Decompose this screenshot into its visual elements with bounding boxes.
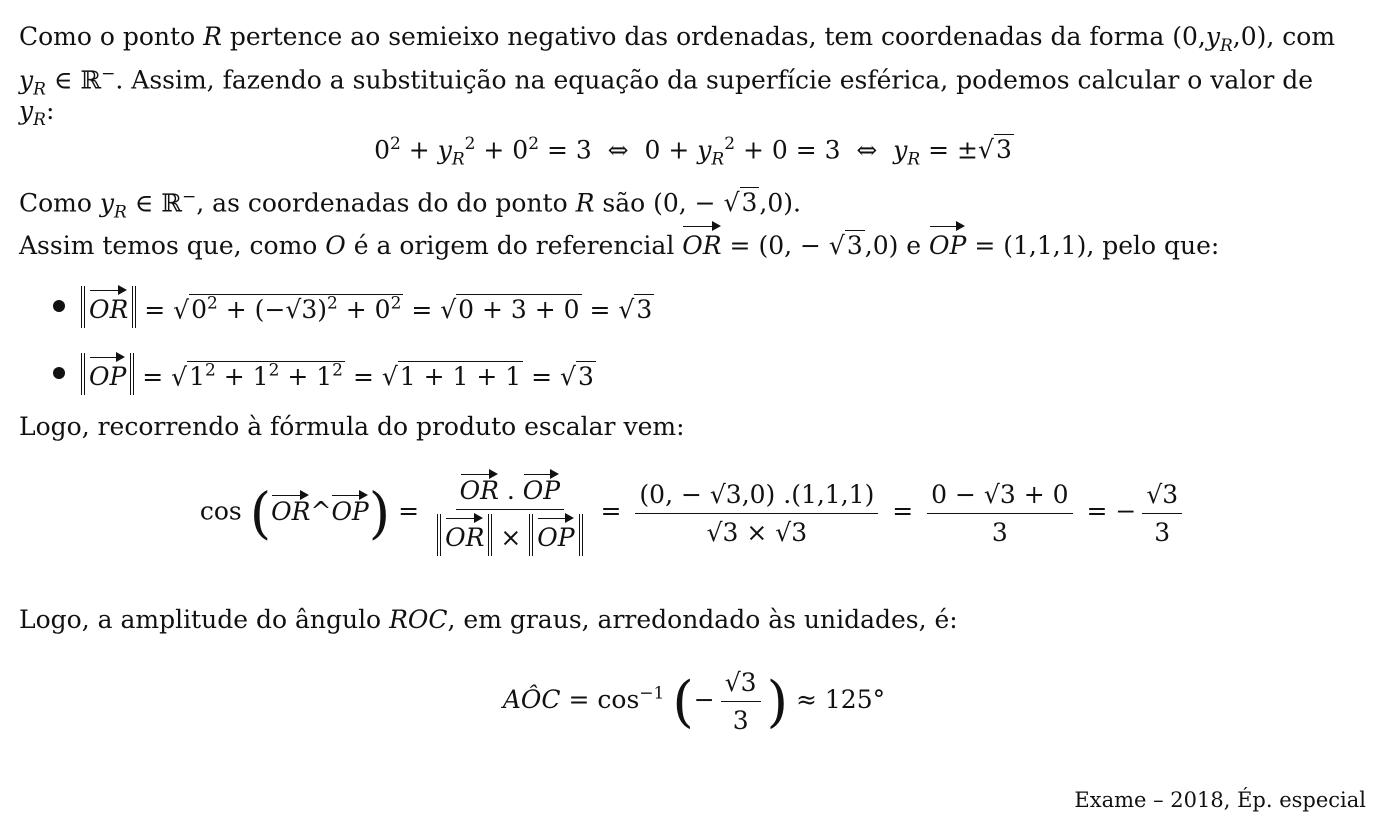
paragraph-line-2: $y_R$ ∈ ℝ−. Assim, fazendo a substituição na equação da superfície esférica, podemos calcular o valor de (19, 64, 1314, 100)
equation-sphere: $0^2 + y_R^2 + 0^2 = 3$ ⇔ $0 + y_R^2 + 0 = 3$ ⇔ $y_R = \pm√3$ (374, 134, 1012, 170)
logo-line-1: Logo, recorrendo à fórmula do produto escalar vem: (19, 412, 685, 441)
logo-line-2: Logo, a amplitude do ângulo ROC, em graus, arredondado às unidades, é: (19, 605, 958, 634)
vectors-line: Assim temos que, como O é a origem do referencial OR = (0, − √3,0) e OP = (1,1,1), pelo que: (19, 222, 1219, 264)
equation-cosine: cos (OR^OP) = $\frac{OR . OP}{OR \times OP}$ = $\frac{(0, - √3,0) .(1,1,1)}{√3 \times √3}$ = $\frac{0 - √3 + 0}{3}$ = − $\frac{√3}{3}$ (19, 470, 1369, 556)
bullet-norm-or: OR = $√0^2 + (-√3)^2 + 0^2 = √0 + 3 + 0 = √3$ (81, 286, 654, 328)
paragraph-line-3: $y_R$: (19, 96, 55, 130)
bullet-norm-op: OP = $√1^2 + 1^2 + 1^2 = √1 + 1 + 1 = √3$ (81, 353, 596, 395)
coords-line: Como $y_R$ ∈ ℝ−, as coordenadas do do ponto R são (0, − √3,0). (19, 187, 801, 223)
bullet-dot (53, 367, 65, 379)
paragraph-line-1: Como o ponto R pertence ao semieixo negativo das ordenadas, tem coordenadas da forma $(0,y_R,0)$, com (19, 22, 1336, 56)
equation-angle: AÔC = $\cos^{-1}$ (− $\frac{√3}{3}$ ) ≈ 125° (502, 668, 886, 735)
bullet-dot (53, 300, 65, 312)
source-citation: Exame – 2018, Ép. especial (1074, 788, 1366, 812)
